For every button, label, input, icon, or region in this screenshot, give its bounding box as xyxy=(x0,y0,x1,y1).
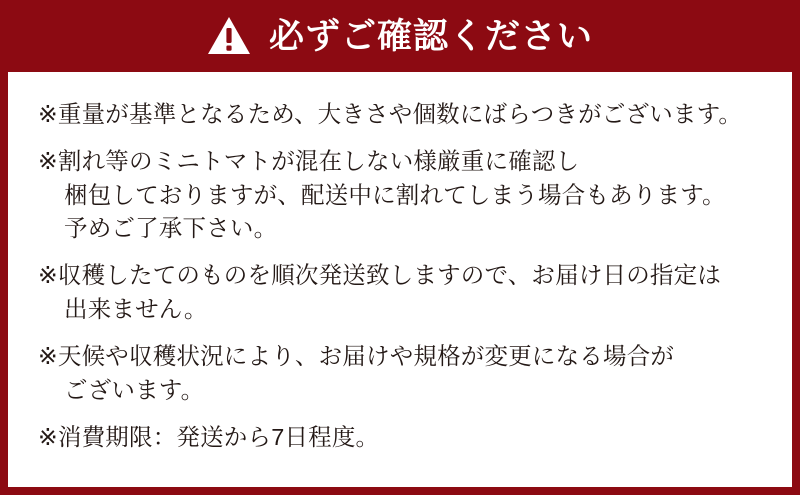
notice-line: 梱包しておりますが、配送中に割れてしまう場合もあります。 xyxy=(64,181,726,208)
notice-line: ※重量が基準となるため、大きさや個数にばらつきがございます。 xyxy=(38,101,743,127)
notice-line: ※収穫したてのものを順次発送致しますので、お届け日の指定は xyxy=(38,262,722,289)
notice-item xyxy=(38,340,766,407)
notice-line: ※天候や収穫状況により、お届けや規格が変更になる場合が xyxy=(38,343,675,370)
notice-line: ございます。 xyxy=(64,376,205,403)
notice-line: ※消費期限：発送から7日程度。 xyxy=(38,423,380,450)
notice-item xyxy=(38,421,766,454)
warning-triangle-icon xyxy=(207,16,251,56)
notice-item xyxy=(38,259,766,326)
notice-line: 出来ません。 xyxy=(64,295,208,322)
notice-line: 予めご了承下さい。 xyxy=(64,215,278,242)
notice-line: ※割れ等のミニトマトが混在しない様厳重に確認し xyxy=(38,148,580,175)
banner-title: 必ずご確認ください xyxy=(268,16,593,56)
notice-item xyxy=(38,98,766,131)
banner-header xyxy=(0,0,800,72)
notice-item xyxy=(38,145,766,245)
notice-list xyxy=(8,72,792,487)
